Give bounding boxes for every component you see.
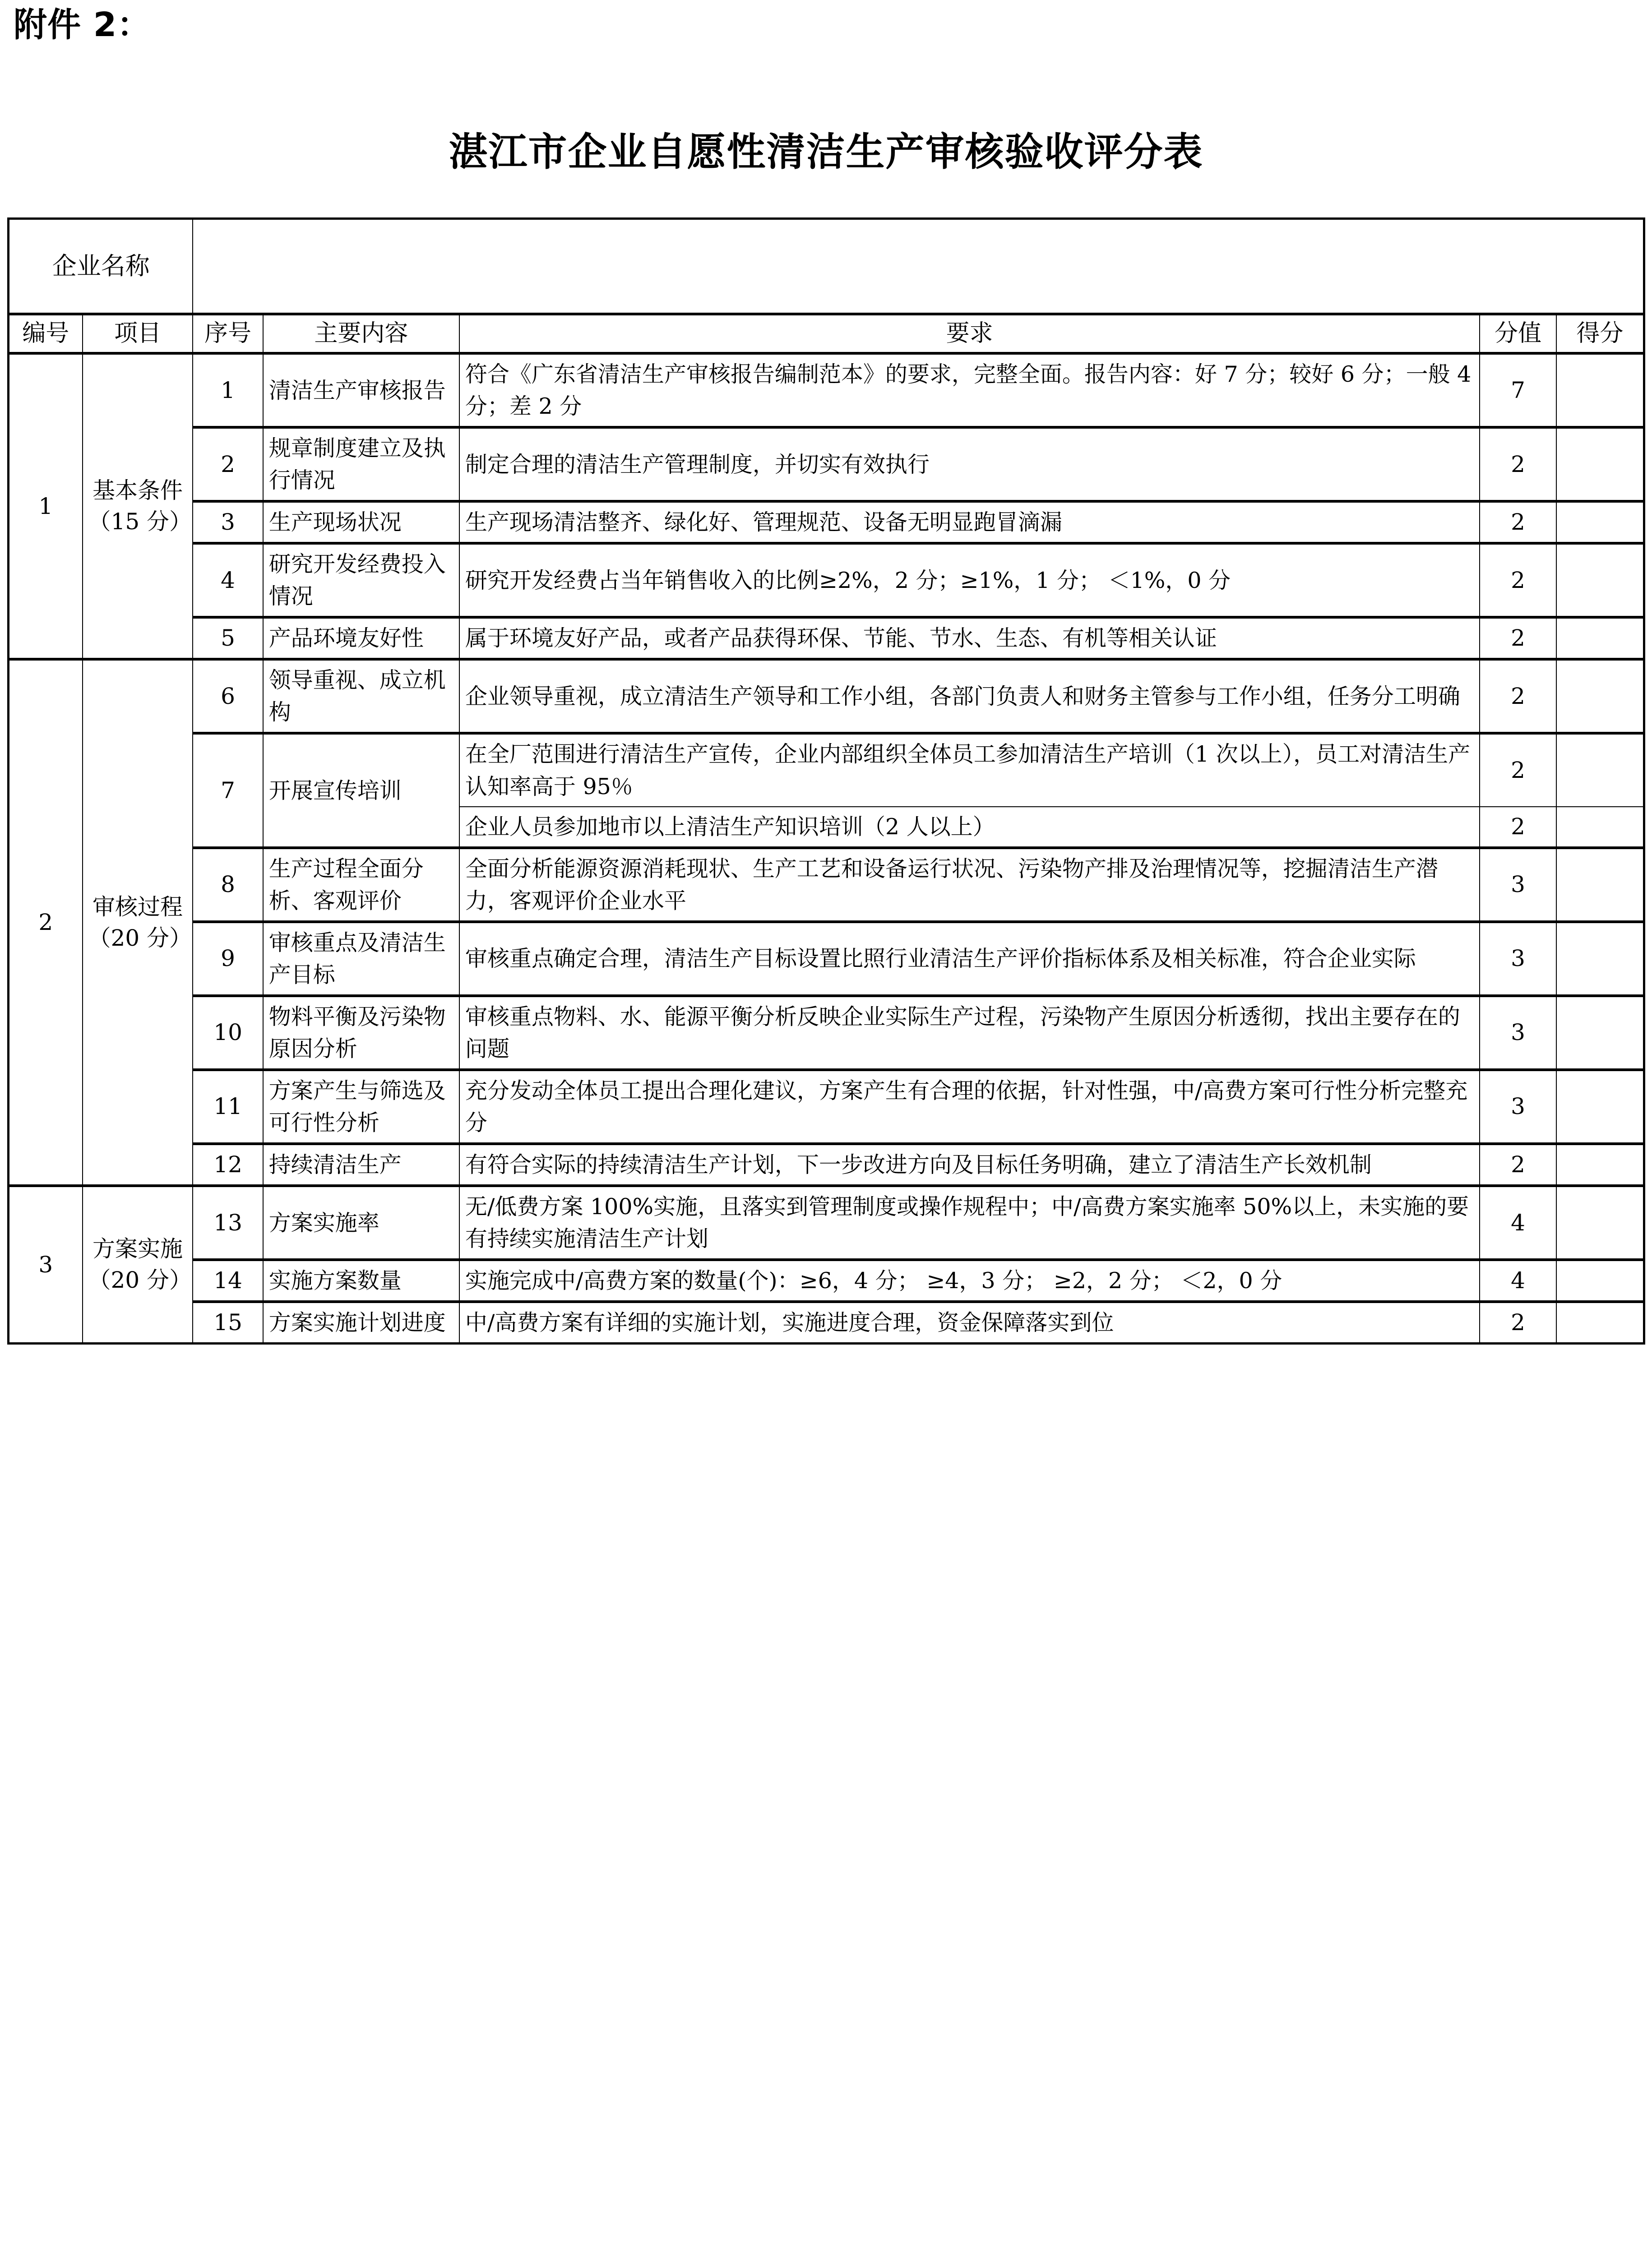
row-content-5: 产品环境友好性 — [263, 617, 459, 659]
row-score-got-6[interactable] — [1556, 659, 1644, 733]
row-score-got-1[interactable] — [1556, 353, 1644, 427]
table-row — [9, 353, 1644, 427]
row-seq-11: 11 — [193, 1070, 263, 1144]
row-score-value-15: 2 — [1480, 1302, 1556, 1344]
row-content-11: 方案产生与筛选及可行性分析 — [263, 1070, 459, 1144]
group-project-points: （20 分） — [88, 1267, 192, 1294]
row-score-value-13: 4 — [1480, 1186, 1556, 1260]
row-score-value-2: 2 — [1480, 427, 1556, 501]
table-row — [9, 1302, 1644, 1344]
row-score-value-8: 3 — [1480, 848, 1556, 922]
score-table — [7, 217, 1645, 1345]
row-content-6: 领导重视、成立机构 — [263, 659, 459, 733]
row-score-value-14: 4 — [1480, 1260, 1556, 1302]
row-score-value-4: 2 — [1480, 543, 1556, 617]
group-project-name: 审核过程 — [92, 893, 183, 920]
table-row — [9, 1144, 1644, 1186]
row-content-3: 生产现场状况 — [263, 501, 459, 543]
group-project-points: （20 分） — [88, 924, 192, 951]
row-score-got-5[interactable] — [1556, 617, 1644, 659]
group-project-points: （15 分） — [88, 508, 192, 535]
table-row — [9, 617, 1644, 659]
table-row — [9, 848, 1644, 922]
row-score-value-7: 2 — [1480, 807, 1556, 848]
table-row — [9, 922, 1644, 996]
row-requirement-14: 实施完成中/高费方案的数量(个)：≥6，4 分； ≥4，3 分； ≥2，2 分； ＜2，0 分 — [459, 1260, 1480, 1302]
row-content-12: 持续清洁生产 — [263, 1144, 459, 1186]
table-row — [9, 996, 1644, 1070]
row-seq-15: 15 — [193, 1302, 263, 1344]
company-name-label: 企业名称 — [9, 219, 193, 314]
row-seq-3: 3 — [193, 501, 263, 543]
header-project: 项目 — [83, 314, 193, 353]
table-row — [9, 1260, 1644, 1302]
row-score-value-12: 2 — [1480, 1144, 1556, 1186]
row-content-15: 方案实施计划进度 — [263, 1302, 459, 1344]
row-requirement-10: 审核重点物料、水、能源平衡分析反映企业实际生产过程，污染物产生原因分析透彻，找出主要存在的问题 — [459, 996, 1480, 1070]
company-name-value[interactable] — [193, 219, 1644, 314]
row-seq-8: 8 — [193, 848, 263, 922]
row-content-8: 生产过程全面分析、客观评价 — [263, 848, 459, 922]
row-score-got-4[interactable] — [1556, 543, 1644, 617]
group-project-name: 方案实施 — [92, 1236, 183, 1262]
row-seq-4: 4 — [193, 543, 263, 617]
header-requirement: 要求 — [459, 314, 1480, 353]
row-score-value-7: 2 — [1480, 733, 1556, 806]
row-requirement-9: 审核重点确定合理，清洁生产目标设置比照行业清洁生产评价指标体系及相关标准，符合企业实际 — [459, 922, 1480, 996]
row-score-value-3: 2 — [1480, 501, 1556, 543]
page-title: 湛江市企业自愿性清洁生产审核验收评分表 — [449, 129, 1203, 175]
row-requirement-7: 企业人员参加地市以上清洁生产知识培训（2 人以上） — [459, 807, 1480, 848]
table-header-row — [9, 314, 1644, 353]
group-project-2 — [83, 659, 193, 1186]
row-seq-1: 1 — [193, 353, 263, 427]
group-no-3: 3 — [9, 1186, 83, 1344]
row-seq-9: 9 — [193, 922, 263, 996]
row-seq-5: 5 — [193, 617, 263, 659]
row-requirement-3: 生产现场清洁整齐、绿化好、管理规范、设备无明显跑冒滴漏 — [459, 501, 1480, 543]
row-content-4: 研究开发经费投入情况 — [263, 543, 459, 617]
row-requirement-8: 全面分析能源资源消耗现状、生产工艺和设备运行状况、污染物产排及治理情况等，挖掘清洁生产潜力，客观评价企业水平 — [459, 848, 1480, 922]
row-requirement-4: 研究开发经费占当年销售收入的比例≥2%，2 分；≥1%，1 分； ＜1%，0 分 — [459, 543, 1480, 617]
row-score-value-11: 3 — [1480, 1070, 1556, 1144]
row-requirement-15: 中/高费方案有详细的实施计划，实施进度合理，资金保障落实到位 — [459, 1302, 1480, 1344]
header-content: 主要内容 — [263, 314, 459, 353]
row-score-got-12[interactable] — [1556, 1144, 1644, 1186]
row-score-got-7[interactable] — [1556, 733, 1644, 806]
group-project-name: 基本条件 — [92, 477, 183, 504]
header-score-got: 得分 — [1556, 314, 1644, 353]
row-requirement-2: 制定合理的清洁生产管理制度，并切实有效执行 — [459, 427, 1480, 501]
table-row — [9, 427, 1644, 501]
row-content-14: 实施方案数量 — [263, 1260, 459, 1302]
table-row — [9, 501, 1644, 543]
table-row — [9, 659, 1644, 733]
row-requirement-1: 符合《广东省清洁生产审核报告编制范本》的要求，完整全面。报告内容：好 7 分；较好 6 分；一般 4 分；差 2 分 — [459, 353, 1480, 427]
row-seq-6: 6 — [193, 659, 263, 733]
row-score-got-3[interactable] — [1556, 501, 1644, 543]
table-row — [9, 1186, 1644, 1260]
header-score-value: 分值 — [1480, 314, 1556, 353]
row-seq-12: 12 — [193, 1144, 263, 1186]
row-score-value-5: 2 — [1480, 617, 1556, 659]
row-score-got-14[interactable] — [1556, 1260, 1644, 1302]
company-name-row — [9, 219, 1644, 314]
row-score-got-2[interactable] — [1556, 427, 1644, 501]
group-project-1 — [83, 353, 193, 659]
row-seq-2: 2 — [193, 427, 263, 501]
row-seq-7: 7 — [193, 733, 263, 847]
attachment-label: 附件 2： — [14, 5, 151, 44]
header-no: 编号 — [9, 314, 83, 353]
group-project-3 — [83, 1186, 193, 1344]
group-no-2: 2 — [9, 659, 83, 1186]
row-seq-10: 10 — [193, 996, 263, 1070]
row-content-10: 物料平衡及污染物原因分析 — [263, 996, 459, 1070]
table-row — [9, 543, 1644, 617]
header-seq: 序号 — [193, 314, 263, 353]
row-requirement-13: 无/低费方案 100%实施，且落实到管理制度或操作规程中；中/高费方案实施率 50%以上，未实施的要有持续实施清洁生产计划 — [459, 1186, 1480, 1260]
row-seq-14: 14 — [193, 1260, 263, 1302]
row-score-got-10[interactable] — [1556, 996, 1644, 1070]
row-score-got-13[interactable] — [1556, 1186, 1644, 1260]
row-score-value-6: 2 — [1480, 659, 1556, 733]
group-no-1: 1 — [9, 353, 83, 659]
row-score-value-9: 3 — [1480, 922, 1556, 996]
table-row — [9, 733, 1644, 806]
row-content-13: 方案实施率 — [263, 1186, 459, 1260]
row-seq-13: 13 — [193, 1186, 263, 1260]
row-requirement-5: 属于环境友好产品，或者产品获得环保、节能、节水、生态、有机等相关认证 — [459, 617, 1480, 659]
row-requirement-6: 企业领导重视，成立清洁生产领导和工作小组，各部门负责人和财务主管参与工作小组，任务分工明确 — [459, 659, 1480, 733]
row-score-got-11[interactable] — [1556, 1070, 1644, 1144]
row-score-value-1: 7 — [1480, 353, 1556, 427]
row-content-7: 开展宣传培训 — [263, 733, 459, 847]
table-row — [9, 1070, 1644, 1144]
row-score-got-15[interactable] — [1556, 1302, 1644, 1344]
row-score-got-7[interactable] — [1556, 807, 1644, 848]
row-content-1: 清洁生产审核报告 — [263, 353, 459, 427]
row-score-got-9[interactable] — [1556, 922, 1644, 996]
row-content-9: 审核重点及清洁生产目标 — [263, 922, 459, 996]
row-score-got-8[interactable] — [1556, 848, 1644, 922]
row-requirement-7: 在全厂范围进行清洁生产宣传，企业内部组织全体员工参加清洁生产培训（1 次以上），员工对清洁生产认知率高于 95％ — [459, 733, 1480, 806]
row-score-value-10: 3 — [1480, 996, 1556, 1070]
row-requirement-12: 有符合实际的持续清洁生产计划，下一步改进方向及目标任务明确，建立了清洁生产长效机制 — [459, 1144, 1480, 1186]
row-requirement-11: 充分发动全体员工提出合理化建议，方案产生有合理的依据，针对性强，中/高费方案可行性分析完整充分 — [459, 1070, 1480, 1144]
row-content-2: 规章制度建立及执行情况 — [263, 427, 459, 501]
